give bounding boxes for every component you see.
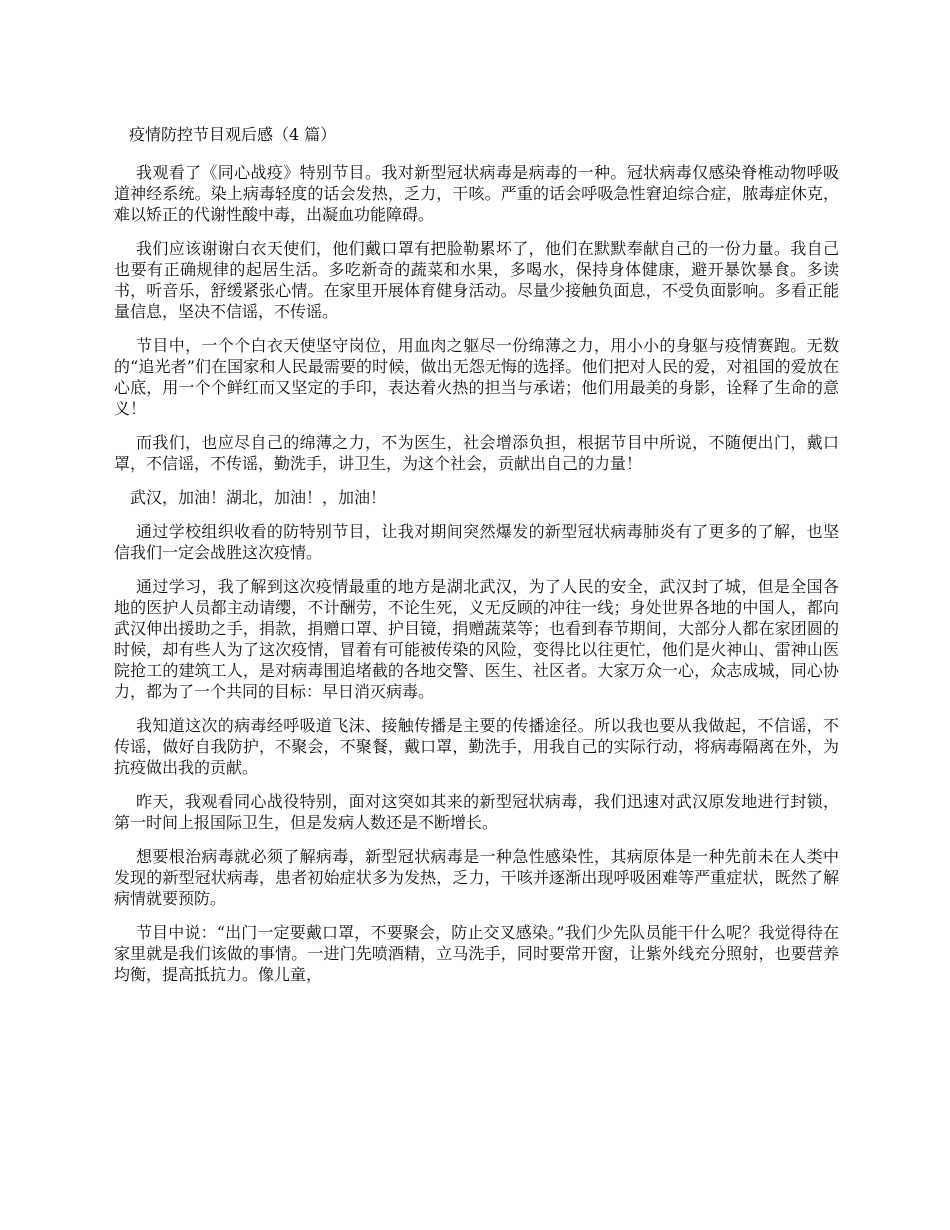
paragraph-6: 通过学校组织收看的防特别节目，让我对期间突然爆发的新型冠状病毒肺炎有了更多的了解，也坚信我们一定会战胜这次疫情。 (114, 522, 839, 562)
paragraph-3: 节目中，一个个白衣天使坚守岗位，用血肉之躯尽一份绵薄之力，用小小的身躯与疫情赛跑。无数的“追光者”们在国家和人民最需要的时候，做出无怨无悔的选择。他们把对人民的爱，对祖国的爱放在心底，用一个个鲜红而又坚定的手印，表达着火热的担当与承诺；他们用最美的身影，诠释了生命的意义！ (114, 336, 839, 418)
paragraph-5: 武汉，加油！湖北，加油！，加油！ (130, 488, 387, 507)
paragraph-4: 而我们，也应尽自己的绵薄之力，不为医生，社会增添负担，根据节目中所说，不随便出门，戴口罩，不信谣，不传谣，勤洗手，讲卫生，为这个社会，贡献出自己的力量！ (114, 433, 839, 473)
document-page (114, 124, 839, 998)
paragraph-8: 我知道这次的病毒经呼吸道飞沫、接触传播是主要的传播途径。所以我也要从我做起，不信谣，不传谣，做好自我防护，不聚会，不聚餐，戴口罩，勤洗手，用我自己的实际行动，将病毒隔离在外，为抗疫做出我的贡献。 (114, 716, 839, 777)
paragraph-7: 通过学习，我了解到这次疫情最重的地方是湖北武汉，为了人民的安全，武汉封了城，但是全国各地的医护人员都主动请缨，不计酬劳，不论生死，义无反顾的冲往一线；身处世界各地的中国人，都向武汉伸出援助之手，捐款，捐赠口罩、护目镜，捐赠蔬菜等；也看到春节期间，大部分人都在家团圆的时候，却有些人为了这次疫情，冒着有可能被传染的风险，变得比以往更忙，他们是火神山、雷神山医院抢工的建筑工人，是对病毒围追堵截的各地交警、医生、社区者。大家万众一心，众志成城，同心协力，都为了一个共同的目标：早日消灭病毒。 (114, 577, 839, 701)
paragraph-2: 我们应该谢谢白衣天使们，他们戴口罩有把脸勒累坏了，他们在默默奉献自己的一份力量。我自己也要有正确规律的起居生活。多吃新奇的蔬菜和水果，多喝水，保持身体健康，避开暴饮暴食。多读书，听音乐，舒缓紧张心情。在家里开展体育健身活动。尽量少接触负面息，不受负面影响。多看正能量信息，坚决不信谣，不传谣。 (114, 239, 839, 321)
paragraph-10: 想要根治病毒就必须了解病毒，新型冠状病毒是一种急性感染性，其病原体是一种先前未在人类中发现的新型冠状病毒，患者初始症状多为发热，乏力，干咳并逐渐出现呼吸困难等严重症状，既然了解病情就要预防。 (114, 847, 839, 908)
paragraph-11: 节目中说：“出门一定要戴口罩，不要聚会，防止交叉感染。”我们少先队员能干什么呢？我觉得待在家里就是我们该做的事情。一进门先喷酒精，立马洗手，同时要常开窗，让紫外线充分照射，也要营养均衡，提高抵抗力。像儿童， (114, 923, 839, 984)
paragraph-1: 我观看了《同心战疫》特别节目。我对新型冠状病毒是病毒的一种。冠状病毒仅感染脊椎动物呼吸道神经系统。染上病毒轻度的话会发热，乏力，干咳。严重的话会呼吸急性窘迫综合症，脓毒症休克，难以矫正的代谢性酸中毒，出凝血功能障碍。 (114, 163, 839, 224)
document-title: 疫情防控节目观后感（4 篇） (129, 125, 337, 144)
paragraph-9: 昨天，我观看同心战役特别，面对这突如其来的新型冠状病毒，我们迅速对武汉原发地进行封锁，第一时间上报国际卫生，但是发病人数还是不断增长。 (114, 792, 839, 832)
